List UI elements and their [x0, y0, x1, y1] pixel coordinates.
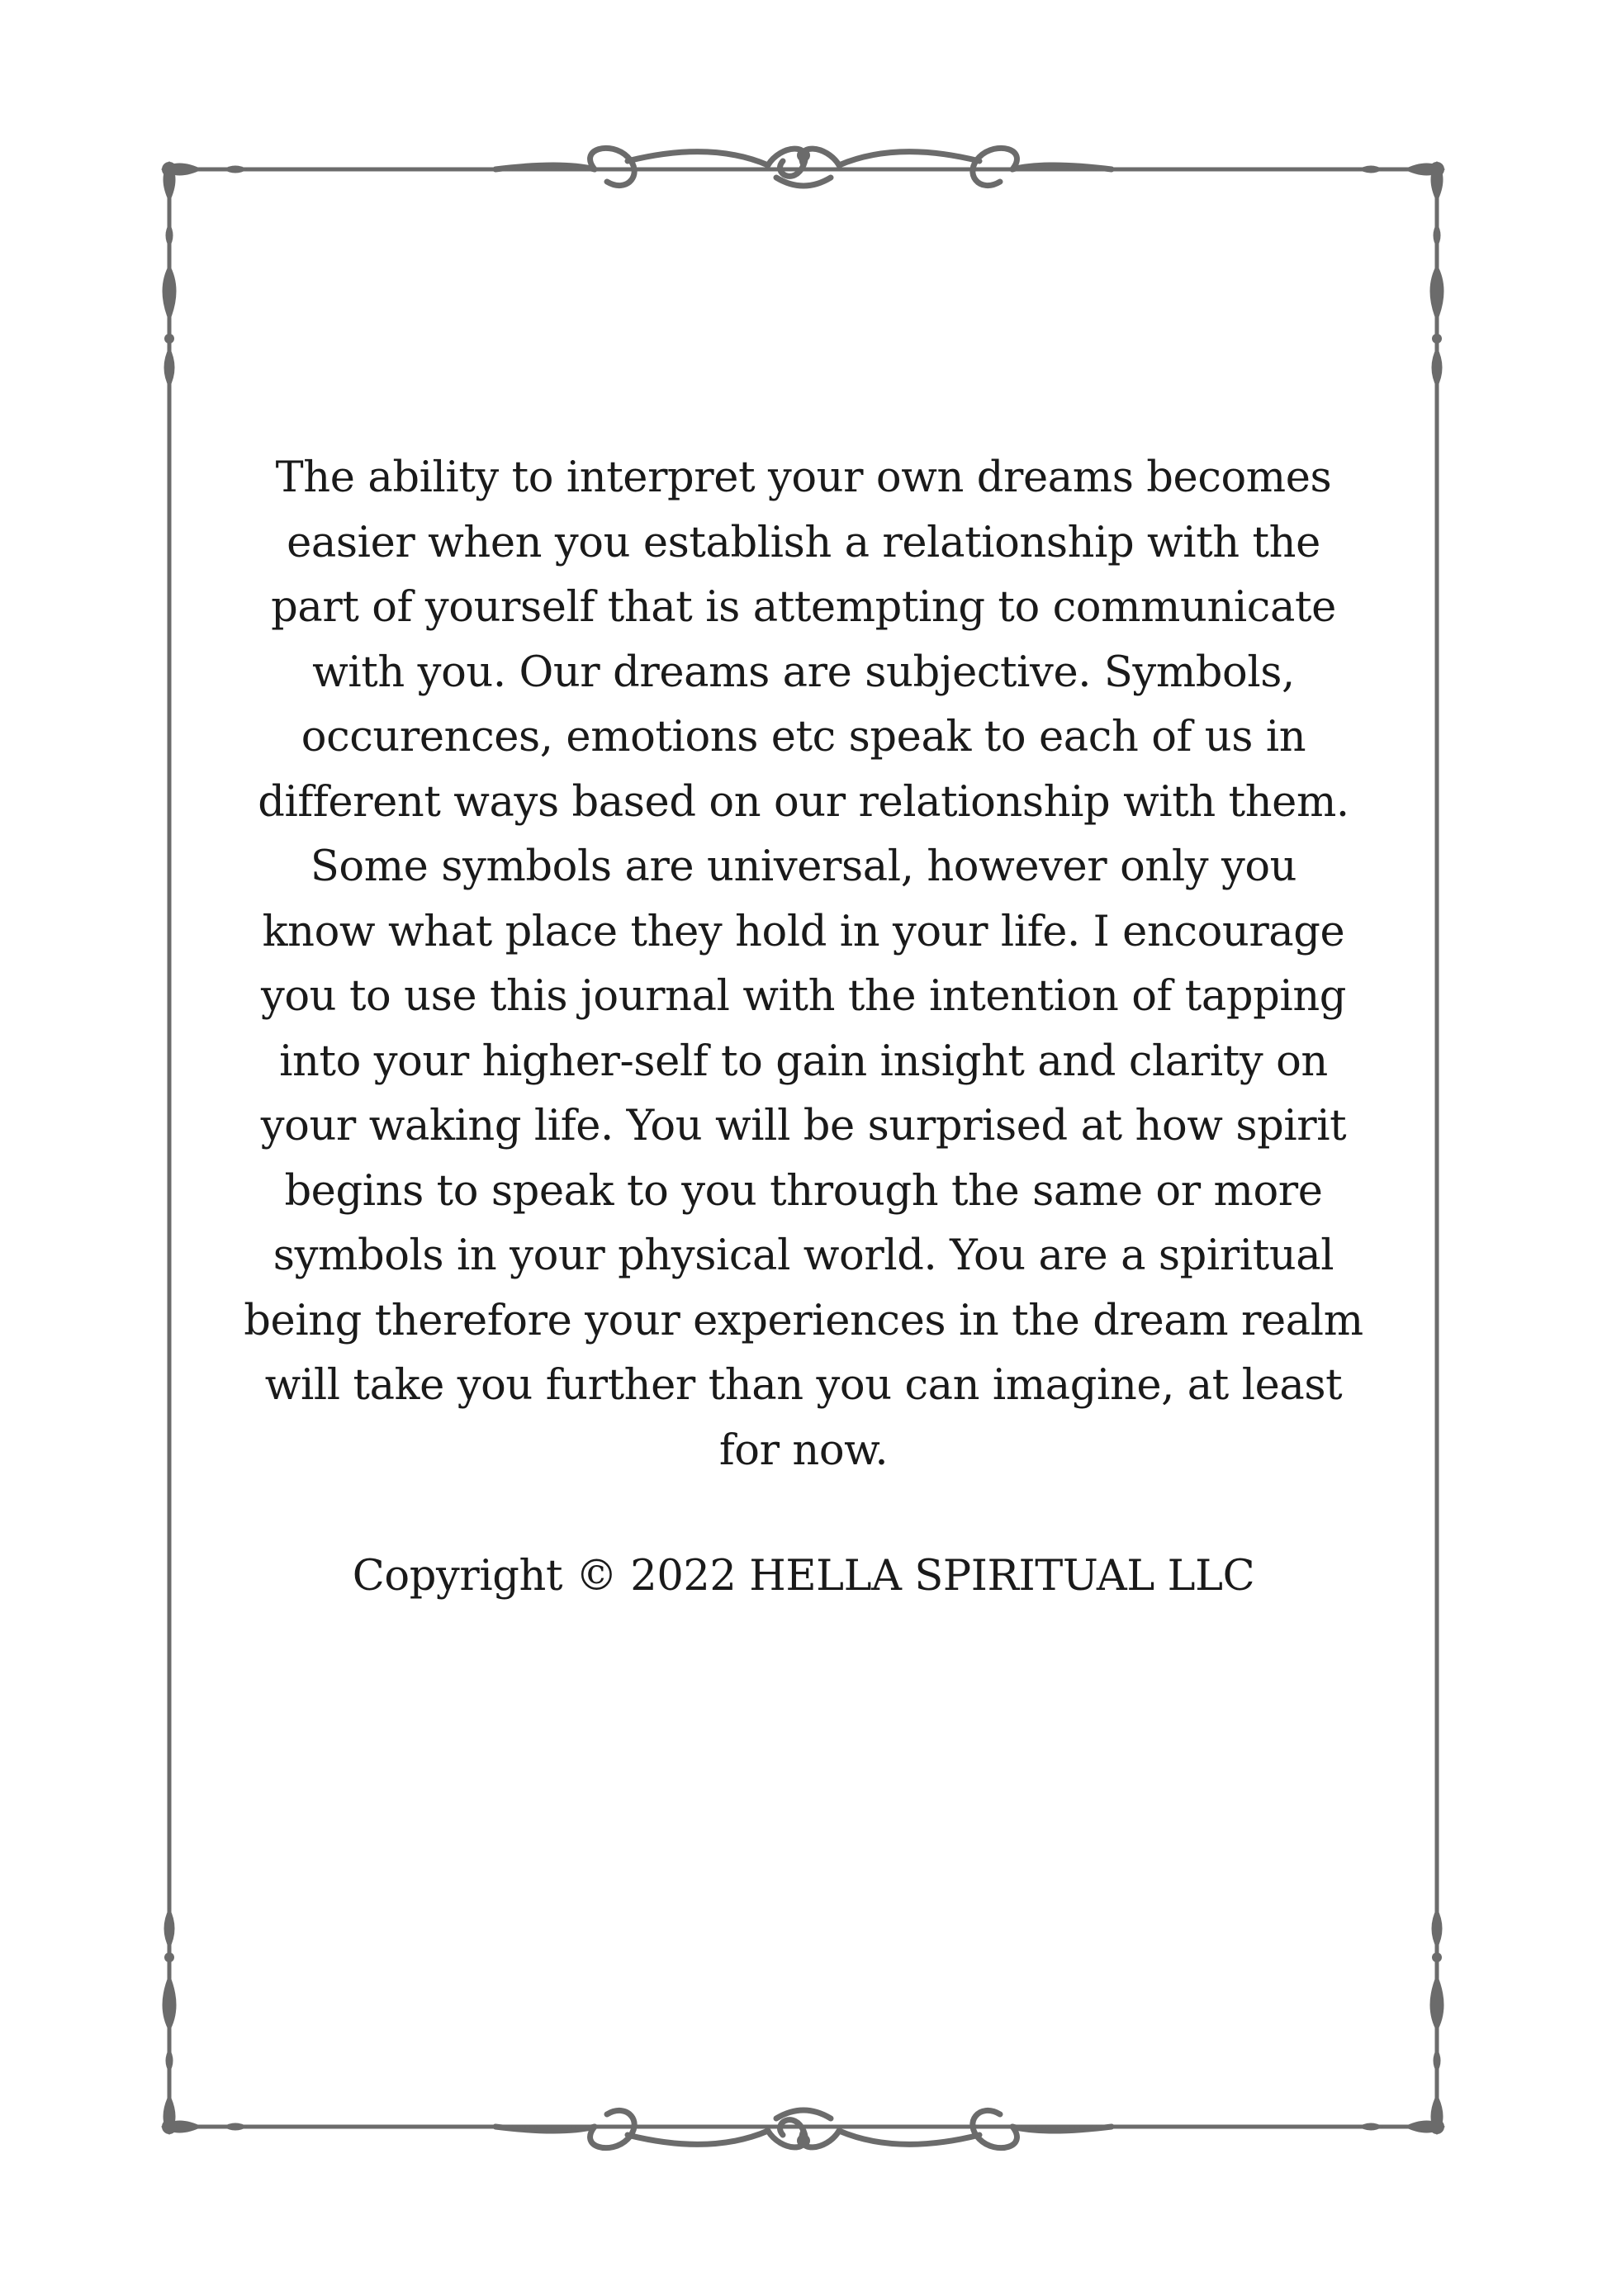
corner-ornament-top-left	[161, 161, 248, 388]
paragraph-line: know what place they hold in your life. I encourage	[262, 907, 1345, 956]
paragraph-line: your waking life. You will be surprised at how spirit	[260, 1102, 1347, 1150]
paragraph-line: different ways based on our relationship with them.	[258, 777, 1349, 827]
paragraph-line: with you. Our dreams are subjective. Symbols,	[312, 648, 1295, 697]
corner-ornament-bottom-left	[161, 1908, 248, 2135]
copyright-notice: Copyright © 2022 HELLA SPIRITUAL LLC	[352, 1552, 1255, 1601]
paragraph-line: will take you further than you can imagine, at least	[264, 1361, 1343, 1410]
paragraph-line: into your higher-self to gain insight and clarity on	[279, 1037, 1328, 1086]
intro-paragraph	[178, 446, 1429, 1483]
document-content	[178, 446, 1429, 1609]
corner-ornament-top-right	[1358, 161, 1445, 388]
paragraph-line: easier when you establish a relationship with the	[287, 518, 1320, 567]
paragraph-line: symbols in your physical world. You are a spiritual	[273, 1231, 1334, 1280]
paragraph-line: for now.	[718, 1426, 889, 1475]
paragraph-line: begins to speak to you through the same or more	[284, 1166, 1323, 1216]
paragraph-line: occurences, emotions etc speak to each of us in	[301, 713, 1306, 761]
corner-ornament-bottom-right	[1358, 1908, 1445, 2135]
paragraph-line: part of yourself that is attempting to communicate	[271, 583, 1336, 632]
paragraph-line: being therefore your experiences in the dream realm	[244, 1296, 1363, 1345]
paragraph-line: Some symbols are universal, however only you	[310, 842, 1297, 891]
paragraph-line: you to use this journal with the intention of tapping	[260, 972, 1347, 1021]
paragraph-line: The ability to interpret your own dreams becomes	[275, 453, 1332, 502]
